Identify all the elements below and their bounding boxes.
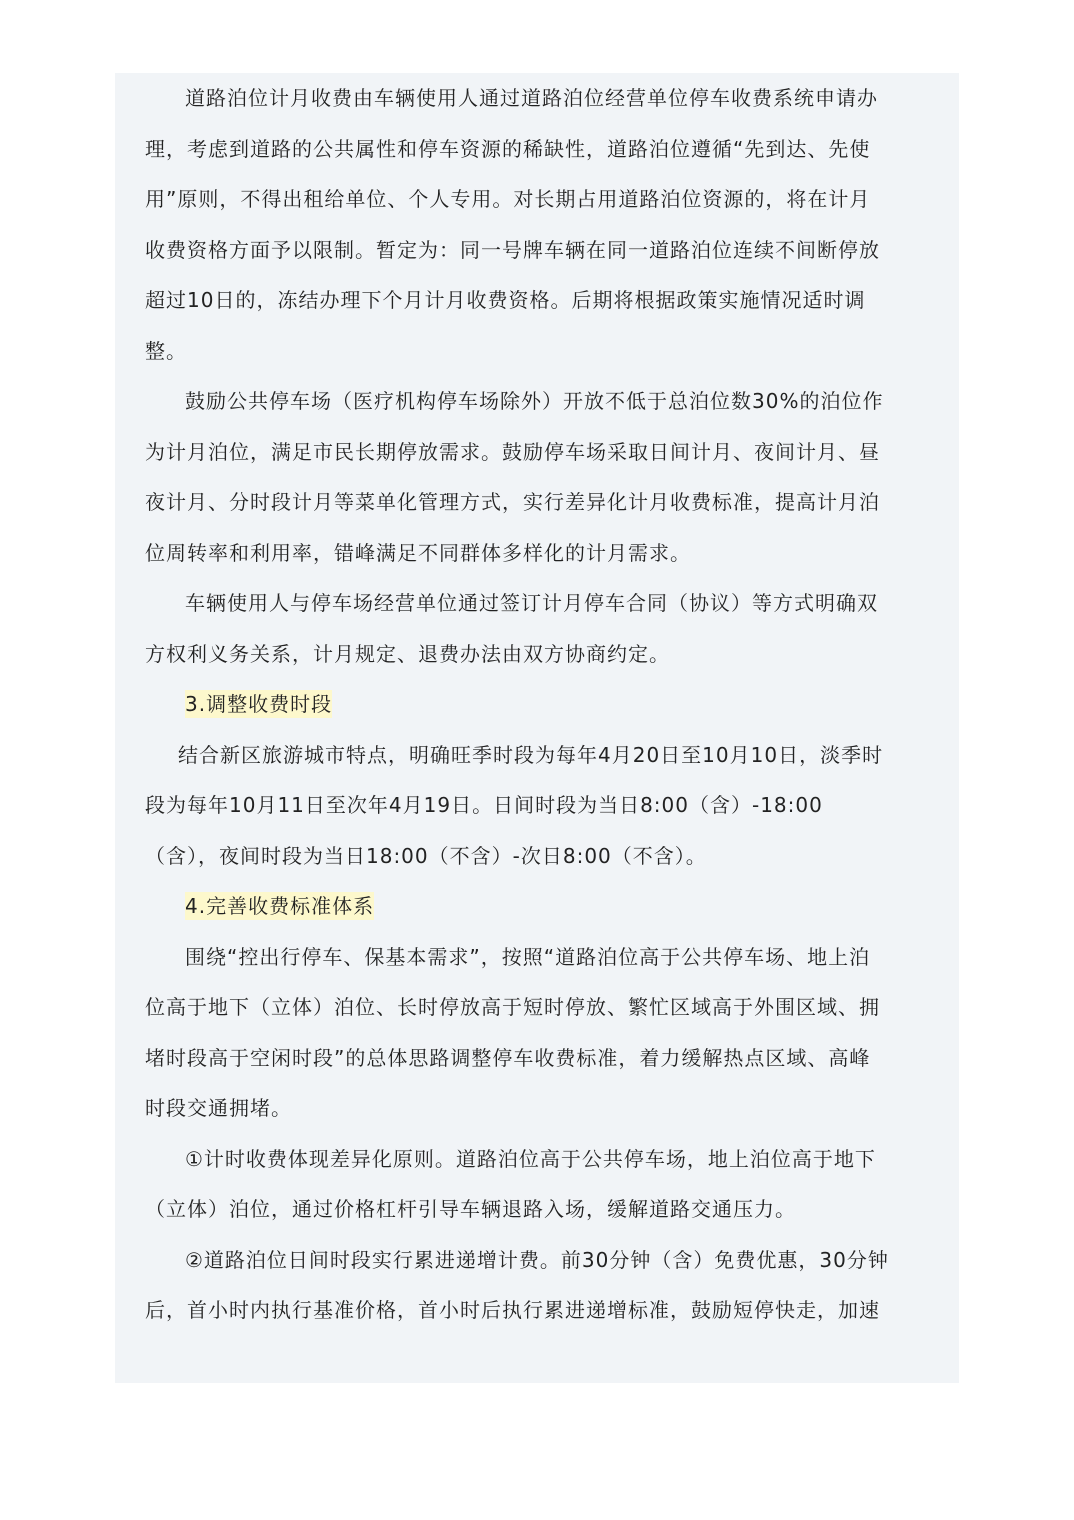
- paragraph-line: 鼓励公共停车场（医疗机构停车场除外）开放不低于总泊位数30%的泊位作: [185, 389, 884, 413]
- paragraph-line: 整。: [145, 338, 187, 363]
- paragraph-line: ②道路泊位日间时段实行累进递增计费。前30分钟（含）免费优惠，30分钟: [185, 1247, 889, 1272]
- paragraph-line: 堵时段高于空闲时段”的总体思路调整停车收费标准，着力缓解热点区域、高峰: [145, 1045, 871, 1070]
- paragraph-line: （含），夜间时段为当日18:00（不含）-次日8:00（不含）。: [145, 843, 707, 868]
- paragraph-line: 为计月泊位，满足市民长期停放需求。鼓励停车场采取日间计月、夜间计月、昼: [145, 439, 880, 464]
- paragraph-line: 位高于地下（立体）泊位、长时停放高于短时停放、繁忙区域高于外围区域、拥: [145, 995, 880, 1019]
- section-heading: 3.调整收费时段: [185, 692, 333, 716]
- paragraph-line: 用”原则，不得出租给单位、个人专用。对长期占用道路泊位资源的，将在计月: [145, 187, 871, 211]
- paragraph-line: 车辆使用人与停车场经营单位通过签订计月停车合同（协议）等方式明确双: [185, 591, 878, 615]
- section-heading-line: [145, 679, 930, 730]
- paragraph-line: 段为每年10月11日至次年4月19日。日间时段为当日8:00（含）-18:00: [145, 793, 823, 817]
- paragraph-line: 围绕“控出行停车、保基本需求”，按照“道路泊位高于公共停车场、地上泊: [185, 944, 871, 969]
- paragraph-line: 位周转率和利用率，错峰满足不同群体多样化的计月需求。: [145, 540, 691, 565]
- section-heading: 4.完善收费标准体系: [185, 894, 375, 918]
- paragraph-line: 超过10日的，冻结办理下个月计月收费资格。后期将根据政策实施情况适时调: [145, 288, 866, 312]
- paragraph-line: 道路泊位计月收费由车辆使用人通过道路泊位经营单位停车收费系统申请办: [185, 86, 878, 110]
- paragraph-line: 后，首小时内执行基准价格，首小时后执行累进递增标准，鼓励短停快走，加速: [145, 1298, 880, 1322]
- paragraph-line: 方权利义务关系，计月规定、退费办法由双方协商约定。: [145, 641, 670, 666]
- paragraph-line: 结合新区旅游城市特点，明确旺季时段为每年4月20日至10月10日，淡季时: [178, 742, 884, 767]
- paragraph-line: （立体）泊位，通过价格杠杆引导车辆退路入场，缓解道路交通压力。: [145, 1197, 796, 1221]
- paragraph-line: ①计时收费体现差异化原则。道路泊位高于公共停车场，地上泊位高于地下: [185, 1146, 876, 1171]
- paragraph-line: 时段交通拥堵。: [145, 1096, 292, 1120]
- section-heading-line: [145, 881, 930, 932]
- paragraph-line: 理，考虑到道路的公共属性和停车资源的稀缺性，道路泊位遵循“先到达、先使: [145, 136, 871, 161]
- document-body: [145, 73, 930, 1336]
- paragraph-line: 收费资格方面予以限制。暂定为：同一号牌车辆在同一道路泊位连续不间断停放: [145, 237, 880, 262]
- paragraph-line: 夜计月、分时段计月等菜单化管理方式，实行差异化计月收费标准，提高计月泊: [145, 490, 880, 514]
